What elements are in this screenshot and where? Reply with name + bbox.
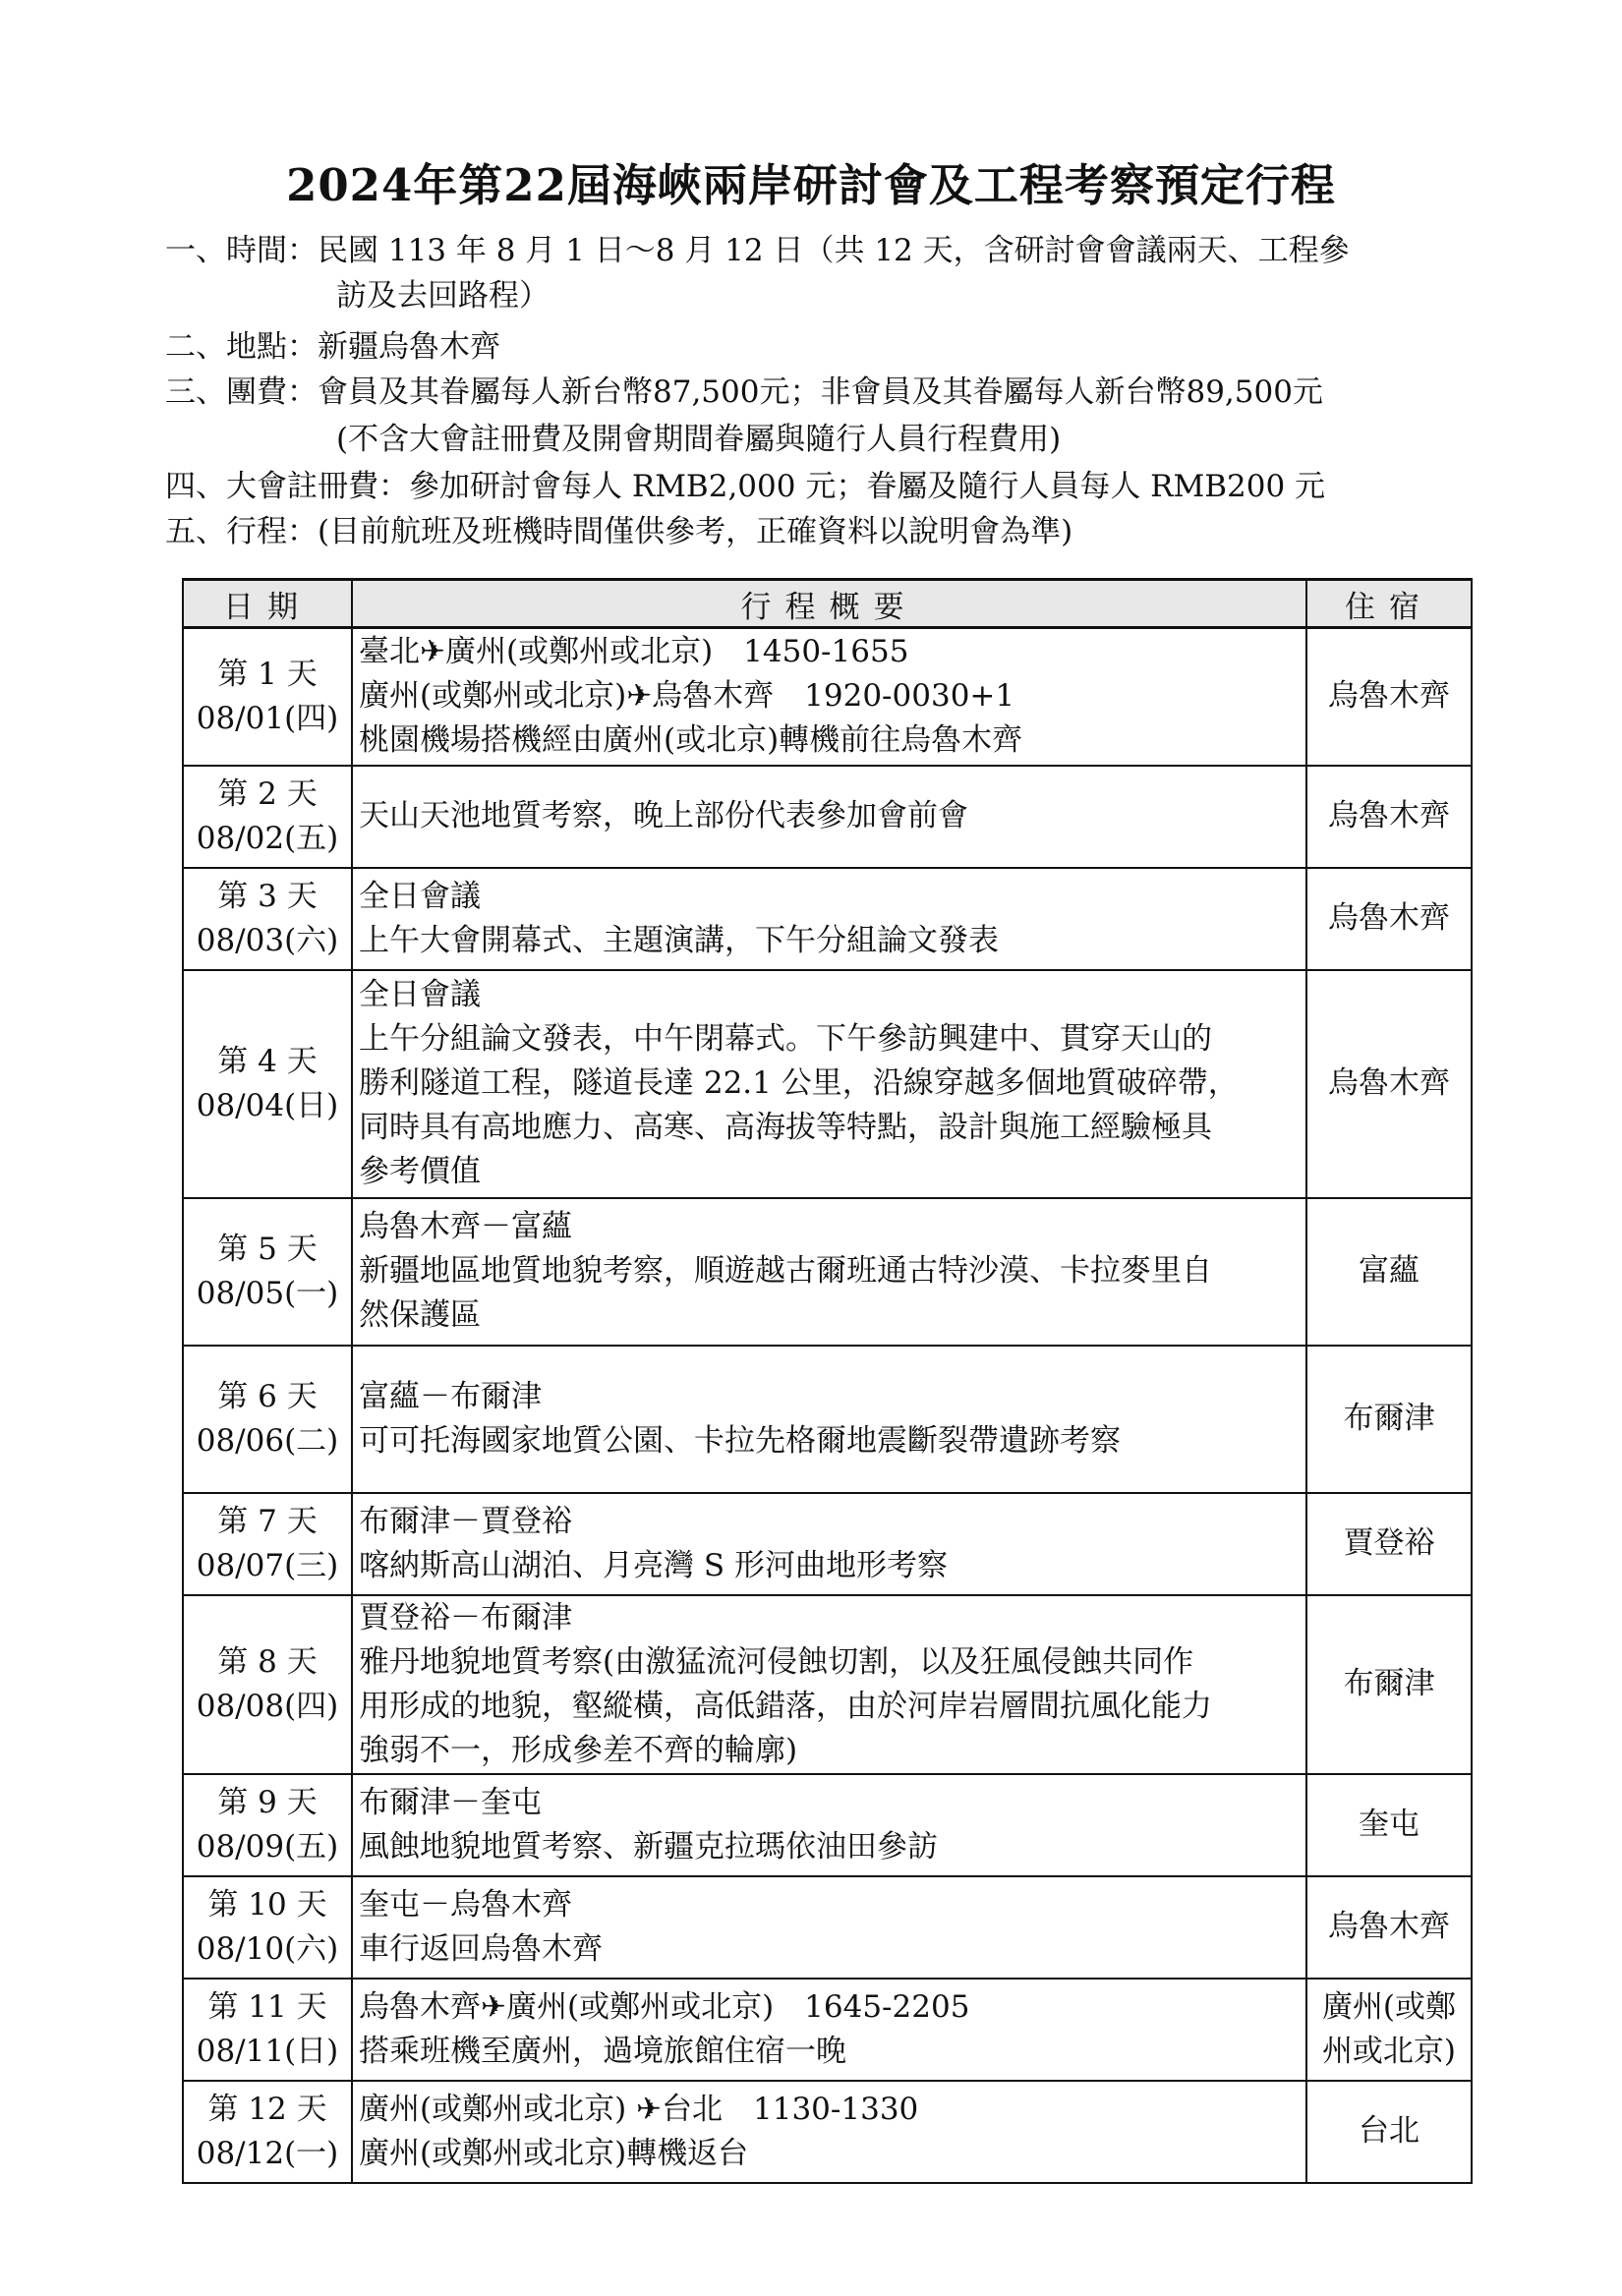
row-stay-cell [1306, 766, 1472, 868]
row-summary-cell [352, 1346, 1306, 1493]
info-time-cont [336, 273, 550, 318]
info-time-line2: 訪及去回路程） [336, 278, 550, 314]
row-summary-line: 賈登裕－布爾津 [359, 1599, 572, 1636]
row-day-label: 第 4 天 [217, 1043, 318, 1079]
row-stay-cell [1306, 1493, 1472, 1595]
info-registration [165, 464, 1325, 509]
row-stay-text: 富蘊 [1359, 1253, 1419, 1289]
row-stay-text: 布爾津 [1343, 1666, 1435, 1701]
row-day-cell [183, 1979, 352, 2081]
table-row [183, 1774, 1472, 1876]
row-summary-cell [352, 970, 1306, 1198]
row-date: 08/05(一) [196, 1275, 339, 1311]
table-row [183, 1346, 1472, 1493]
row-summary-line: 雅丹地貌地質考察(由激猛流河侵蝕切割，以及狂風侵蝕共同作 [359, 1643, 1194, 1680]
row-day-label: 第 5 天 [217, 1231, 318, 1267]
row-summary-line: 參考價值 [359, 1154, 481, 1189]
row-day-label: 第 8 天 [217, 1643, 318, 1680]
row-stay-text: 州或北京) [1321, 2033, 1457, 2069]
row-date: 08/03(六) [196, 922, 339, 958]
row-day-label: 第 11 天 [207, 1988, 327, 2025]
info-itin-label: 五、行程： [165, 514, 318, 549]
row-stay-text: 烏魯木齊 [1328, 1065, 1450, 1101]
row-date: 08/08(四) [196, 1688, 339, 1724]
row-stay-cell [1306, 1979, 1472, 2081]
info-time [165, 228, 1350, 273]
row-stay-text: 烏魯木齊 [1328, 798, 1450, 833]
row-summary-cell [352, 1595, 1306, 1774]
info-reg-value: 參加研討會每人 RMB2,000 元；眷屬及隨行人員每人 RMB200 元 [409, 469, 1326, 504]
table-row [183, 628, 1472, 766]
row-stay-cell [1306, 868, 1472, 970]
row-summary-cell [352, 1774, 1306, 1876]
info-fee-cont [336, 417, 1061, 462]
row-day-cell [183, 1493, 352, 1595]
row-day-label: 第 1 天 [217, 656, 318, 692]
row-summary-line: 廣州(或鄭州或北京)轉機返台 [359, 2135, 749, 2171]
row-date: 08/04(日) [196, 1087, 339, 1123]
info-place-label: 二、地點： [165, 329, 318, 365]
row-date: 08/12(一) [196, 2135, 339, 2171]
info-fee [165, 370, 1323, 415]
row-day-label: 第 12 天 [207, 2091, 327, 2127]
row-summary-line: 桃園機場搭機經由廣州(或北京)轉機前往烏魯木齊 [359, 722, 1023, 759]
row-summary-cell [352, 1876, 1306, 1979]
row-summary-line: 臺北✈廣州(或鄭州或北京) 1450-1655 [359, 634, 909, 670]
table-row [183, 1876, 1472, 1979]
row-day-cell [183, 628, 352, 766]
row-summary-line: 上午大會開幕式、主題演講，下午分組論文發表 [359, 922, 999, 958]
row-summary-line: 強弱不一，形成參差不齊的輪廓) [359, 1732, 798, 1768]
table-row [183, 1979, 1472, 2081]
row-summary-line: 天山天池地質考察，晚上部份代表參加會前會 [359, 798, 968, 833]
itinerary-table [182, 578, 1473, 2184]
row-day-label: 第 10 天 [207, 1886, 327, 1923]
header-stay: 住宿 [1306, 580, 1472, 628]
info-reg-label: 四、大會註冊費： [165, 469, 409, 504]
row-day-cell [183, 1595, 352, 1774]
table-row [183, 1493, 1472, 1595]
row-summary-cell [352, 1979, 1306, 2081]
header-date: 日期 [183, 580, 352, 628]
row-summary-cell [352, 766, 1306, 868]
row-stay-text: 賈登裕 [1343, 1525, 1435, 1561]
row-stay-text: 烏魯木齊 [1328, 678, 1450, 715]
table-row [183, 2081, 1472, 2183]
row-stay-text: 奎屯 [1359, 1807, 1419, 1842]
info-fee-line2: (不含大會註冊費及開會期間眷屬與隨行人員行程費用) [336, 422, 1062, 457]
info-fee-line1: 會員及其眷屬每人新台幣87,500元；非會員及其眷屬每人新台幣89,500元 [318, 374, 1323, 410]
row-stay-cell [1306, 1346, 1472, 1493]
row-date: 08/06(二) [196, 1422, 339, 1459]
row-summary-line: 然保護區 [359, 1297, 481, 1333]
row-day-label: 第 7 天 [217, 1503, 318, 1539]
row-summary-line: 勝利隧道工程，隧道長達 22.1 公里，沿線穿越多個地質破碎帶， [359, 1065, 1239, 1101]
row-day-label: 第 3 天 [217, 878, 318, 914]
row-date: 08/10(六) [196, 1930, 339, 1967]
table-row [183, 766, 1472, 868]
row-date: 08/02(五) [196, 820, 339, 856]
row-date: 08/01(四) [196, 700, 339, 736]
row-summary-line: 富蘊－布爾津 [359, 1378, 542, 1414]
row-day-cell [183, 868, 352, 970]
row-stay-cell [1306, 1198, 1472, 1346]
row-summary-line: 烏魯木齊✈廣州(或鄭州或北京) 1645-2205 [359, 1988, 970, 2025]
row-stay-text: 烏魯木齊 [1328, 1909, 1450, 1944]
row-day-label: 第 6 天 [217, 1378, 318, 1414]
row-stay-cell [1306, 628, 1472, 766]
row-date: 08/09(五) [196, 1828, 339, 1865]
row-day-cell [183, 766, 352, 868]
row-summary-line: 車行返回烏魯木齊 [359, 1930, 603, 1967]
row-stay-cell [1306, 1595, 1472, 1774]
table-row [183, 1198, 1472, 1346]
info-place [165, 324, 500, 370]
row-stay-cell [1306, 970, 1472, 1198]
info-fee-label: 三、團費： [165, 374, 318, 410]
table-row [183, 868, 1472, 970]
row-summary-line: 新疆地區地質地貌考察，順遊越古爾班通古特沙漠、卡拉麥里自 [359, 1253, 1212, 1289]
table-row [183, 970, 1472, 1198]
row-stay-text: 台北 [1359, 2113, 1419, 2149]
row-day-cell [183, 1876, 352, 1979]
row-summary-cell [352, 1493, 1306, 1595]
info-itin-value: (目前航班及班機時間僅供參考，正確資料以說明會為準) [318, 514, 1073, 549]
row-stay-text: 烏魯木齊 [1328, 900, 1450, 936]
info-place-value: 新疆烏魯木齊 [318, 329, 500, 365]
row-stay-cell [1306, 1774, 1472, 1876]
row-summary-line: 搭乘班機至廣州，過境旅館住宿一晚 [359, 2033, 846, 2069]
row-day-cell [183, 1346, 352, 1493]
row-summary-line: 布爾津－賈登裕 [359, 1503, 572, 1539]
row-summary-line: 全日會議 [359, 878, 481, 914]
table-row [183, 1595, 1472, 1774]
row-summary-line: 全日會議 [359, 977, 481, 1012]
info-time-label: 一、時間： [165, 233, 318, 268]
row-summary-cell [352, 868, 1306, 970]
info-itinerary [165, 509, 1072, 554]
row-summary-line: 用形成的地貌，壑縱橫，高低錯落，由於河岸岩層間抗風化能力 [359, 1688, 1212, 1724]
header-summary: 行程概要 [352, 580, 1306, 628]
row-summary-line: 廣州(或鄭州或北京)✈烏魯木齊 1920-0030+1 [359, 678, 1015, 715]
row-summary-line: 上午分組論文發表，中午閉幕式。下午參訪興建中、貫穿天山的 [359, 1021, 1212, 1057]
row-summary-cell [352, 1198, 1306, 1346]
row-summary-line: 風蝕地貌地質考察、新疆克拉瑪依油田參訪 [359, 1828, 938, 1865]
row-day-label: 第 9 天 [217, 1784, 318, 1820]
row-stay-text: 布爾津 [1343, 1401, 1435, 1436]
row-day-cell [183, 970, 352, 1198]
document-title: 2024年第22屆海峽兩岸研討會及工程考察預定行程 [286, 159, 1336, 211]
row-summary-cell [352, 628, 1306, 766]
table-header-row [183, 580, 1472, 628]
row-day-cell [183, 2081, 352, 2183]
row-date: 08/11(日) [196, 2033, 339, 2069]
row-summary-line: 廣州(或鄭州或北京) ✈台北 1130-1330 [359, 2091, 919, 2127]
row-summary-line: 布爾津－奎屯 [359, 1784, 542, 1820]
row-day-label: 第 2 天 [217, 775, 318, 812]
info-time-line1: 民國 113 年 8 月 1 日～8 月 12 日（共 12 天，含研討會會議兩天、工程參 [318, 233, 1350, 268]
row-summary-line: 可可托海國家地質公園、卡拉先格爾地震斷裂帶遺跡考察 [359, 1422, 1121, 1459]
row-stay-cell [1306, 2081, 1472, 2183]
row-stay-cell [1306, 1876, 1472, 1979]
row-date: 08/07(三) [196, 1547, 339, 1583]
row-summary-line: 同時具有高地應力、高寒、高海拔等特點，設計與施工經驗極具 [359, 1110, 1212, 1145]
row-day-cell [183, 1774, 352, 1876]
row-day-cell [183, 1198, 352, 1346]
row-summary-line: 烏魯木齊－富蘊 [359, 1209, 572, 1244]
row-stay-text: 廣州(或鄭 [1321, 1988, 1457, 2025]
row-summary-cell [352, 2081, 1306, 2183]
row-summary-line: 喀納斯高山湖泊、月亮灣 S 形河曲地形考察 [359, 1547, 948, 1583]
row-summary-line: 奎屯－烏魯木齊 [359, 1886, 572, 1923]
